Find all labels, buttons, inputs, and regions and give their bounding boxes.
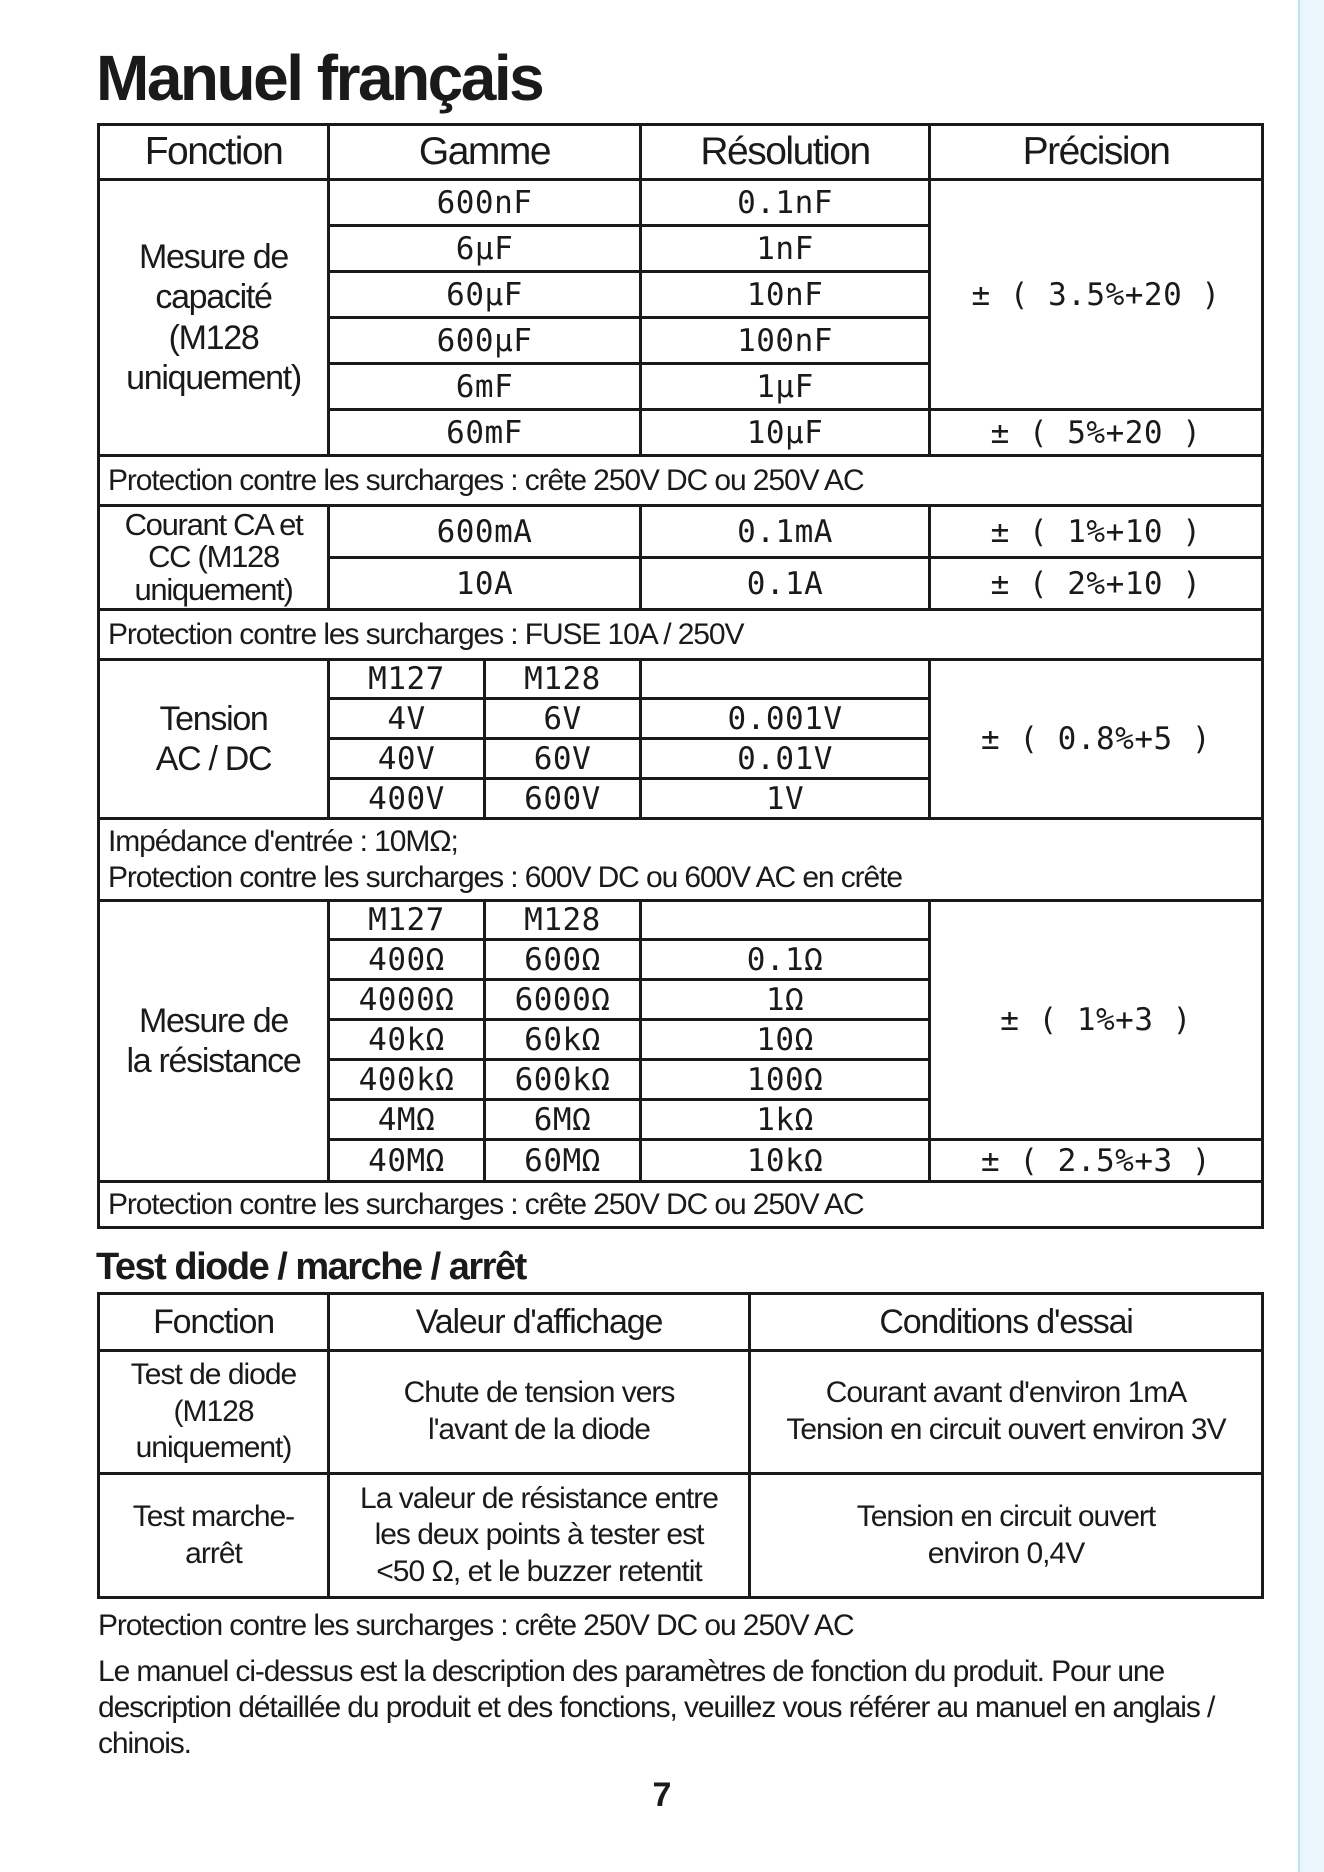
range-m128-cell: 600Ω bbox=[485, 940, 641, 980]
footer-protection-note: Protection contre les surcharges : crête 250V DC ou 250V AC bbox=[98, 1609, 854, 1642]
range-m127-cell: 4MΩ bbox=[329, 1100, 485, 1140]
header-valeur-affichage: Valeur d'affichage bbox=[329, 1294, 750, 1351]
table-header-row bbox=[99, 1294, 1263, 1351]
range-m127-cell: 400Ω bbox=[329, 940, 485, 980]
function-line: arrêt bbox=[185, 1536, 242, 1570]
range-m128-cell: 6MΩ bbox=[485, 1100, 641, 1140]
table-header-row bbox=[99, 125, 1263, 180]
resolution-cell: 100nF bbox=[641, 318, 930, 364]
table-row bbox=[99, 506, 1263, 558]
resolution-cell: 1μF bbox=[641, 364, 930, 410]
table-row bbox=[99, 180, 1263, 226]
range-m127-cell: 40kΩ bbox=[329, 1020, 485, 1060]
function-line: la résistance bbox=[126, 1042, 301, 1080]
specifications-table bbox=[97, 123, 1264, 1229]
resolution-cell: 1V bbox=[641, 779, 930, 819]
function-line: (M128 bbox=[173, 1394, 254, 1428]
resolution-cell: 1Ω bbox=[641, 980, 930, 1020]
impedance-protection-note bbox=[99, 819, 1263, 901]
range-cell: 600μF bbox=[329, 318, 641, 364]
empty-cell bbox=[641, 660, 930, 699]
display-line: l'avant de la diode bbox=[428, 1413, 650, 1446]
header-gamme: Gamme bbox=[329, 125, 641, 180]
accuracy-cell: ± ( 2.5%+3 ) bbox=[930, 1140, 1263, 1182]
accuracy-cell: ± ( 0.8%+5 ) bbox=[930, 660, 1263, 819]
resolution-cell: 1nF bbox=[641, 226, 930, 272]
test-conditions-cell bbox=[750, 1351, 1263, 1474]
note-line: Protection contre les surcharges : 600V DC ou 600V AC en crête bbox=[108, 860, 902, 894]
accuracy-cell: ± ( 1%+10 ) bbox=[930, 506, 1263, 558]
accuracy-cell: ± ( 3.5%+20 ) bbox=[930, 180, 1263, 410]
resolution-cell: 0.1nF bbox=[641, 180, 930, 226]
range-cell: 6μF bbox=[329, 226, 641, 272]
page-title: Manuel français bbox=[96, 42, 543, 114]
range-cell: 600mA bbox=[329, 506, 641, 558]
function-voltage bbox=[99, 660, 329, 819]
model-m128-label: M128 bbox=[485, 901, 641, 940]
table-row bbox=[99, 610, 1263, 660]
protection-note: Protection contre les surcharges : FUSE 10A / 250V bbox=[99, 610, 1263, 660]
function-resistance bbox=[99, 901, 329, 1182]
function-line: (M128 bbox=[168, 318, 259, 357]
accuracy-cell: ± ( 5%+20 ) bbox=[930, 410, 1263, 456]
diode-section-title: Test diode / marche / arrêt bbox=[96, 1246, 526, 1288]
model-m127-label: M127 bbox=[329, 901, 485, 940]
note-line: Impédance d'entrée : 10MΩ; bbox=[108, 824, 458, 858]
header-resolution: Résolution bbox=[641, 125, 930, 180]
range-cell: 60mF bbox=[329, 410, 641, 456]
range-m128-cell: 60MΩ bbox=[485, 1140, 641, 1182]
display-line: La valeur de résistance entre bbox=[360, 1481, 718, 1515]
display-line: les deux points à tester est bbox=[374, 1518, 704, 1552]
protection-note: Protection contre les surcharges : crête 250V DC ou 250V AC bbox=[99, 456, 1263, 506]
function-line: Test de diode bbox=[130, 1358, 297, 1392]
function-current bbox=[99, 506, 329, 610]
header-fonction: Fonction bbox=[99, 125, 329, 180]
header-conditions-essai: Conditions d'essai bbox=[750, 1294, 1263, 1351]
protection-note: Protection contre les surcharges : crête 250V DC ou 250V AC bbox=[99, 1182, 1263, 1228]
function-line: Tension bbox=[159, 699, 268, 738]
range-m127-cell: 4000Ω bbox=[329, 980, 485, 1020]
resolution-cell: 10Ω bbox=[641, 1020, 930, 1060]
range-cell: 10A bbox=[329, 558, 641, 610]
accuracy-cell: ± ( 1%+3 ) bbox=[930, 901, 1263, 1140]
function-diode-test bbox=[99, 1351, 329, 1474]
model-m128-label: M128 bbox=[485, 660, 641, 699]
resolution-cell: 100Ω bbox=[641, 1060, 930, 1100]
page-edge-strip bbox=[1298, 0, 1324, 1872]
resolution-cell: 10kΩ bbox=[641, 1140, 930, 1182]
range-m128-cell: 600kΩ bbox=[485, 1060, 641, 1100]
function-line: Test marche- bbox=[132, 1499, 295, 1533]
range-m128-cell: 6V bbox=[485, 699, 641, 739]
function-capacitance bbox=[99, 180, 329, 456]
conditions-line: environ 0,4V bbox=[927, 1536, 1085, 1570]
range-m127-cell: 400V bbox=[329, 779, 485, 819]
table-row bbox=[99, 1182, 1263, 1228]
resolution-cell: 0.1Ω bbox=[641, 940, 930, 980]
table-row bbox=[99, 819, 1263, 901]
range-cell: 6mF bbox=[329, 364, 641, 410]
table-row bbox=[99, 1474, 1263, 1598]
resolution-cell: 10μF bbox=[641, 410, 930, 456]
diode-continuity-table bbox=[97, 1292, 1264, 1599]
accuracy-cell: ± ( 2%+10 ) bbox=[930, 558, 1263, 610]
resolution-cell: 0.01V bbox=[641, 739, 930, 779]
page-number: 7 bbox=[652, 1776, 672, 1814]
empty-cell bbox=[641, 901, 930, 940]
display-line: Chute de tension vers bbox=[403, 1376, 675, 1410]
conditions-line: Tension en circuit ouvert environ 3V bbox=[786, 1413, 1226, 1446]
conditions-line: Courant avant d'environ 1mA bbox=[825, 1376, 1187, 1410]
display-value-cell bbox=[329, 1351, 750, 1474]
function-line: uniquement) bbox=[126, 358, 301, 397]
range-m128-cell: 60kΩ bbox=[485, 1020, 641, 1060]
table-row bbox=[99, 660, 1263, 699]
resolution-cell: 0.001V bbox=[641, 699, 930, 739]
function-line: uniquement) bbox=[134, 571, 293, 607]
conditions-line: Tension en circuit ouvert bbox=[856, 1499, 1156, 1533]
function-continuity-test bbox=[99, 1474, 329, 1598]
range-m128-cell: 60V bbox=[485, 739, 641, 779]
resolution-cell: 1kΩ bbox=[641, 1100, 930, 1140]
function-line: CC (M128 bbox=[148, 539, 279, 575]
table-row bbox=[99, 901, 1263, 940]
model-m127-label: M127 bbox=[329, 660, 485, 699]
table-row bbox=[99, 456, 1263, 506]
range-m127-cell: 400kΩ bbox=[329, 1060, 485, 1100]
range-m127-cell: 4V bbox=[329, 699, 485, 739]
function-line: Mesure de bbox=[139, 1001, 288, 1040]
range-m128-cell: 6000Ω bbox=[485, 980, 641, 1020]
resolution-cell: 0.1A bbox=[641, 558, 930, 610]
function-line: Courant CA et bbox=[124, 506, 303, 542]
function-line: AC / DC bbox=[155, 740, 272, 778]
range-cell: 60μF bbox=[329, 272, 641, 318]
display-line: <50 Ω, et le buzzer retentit bbox=[376, 1554, 702, 1588]
header-fonction: Fonction bbox=[99, 1294, 329, 1351]
function-line: capacité bbox=[155, 278, 272, 317]
range-m128-cell: 600V bbox=[485, 779, 641, 819]
header-precision: Précision bbox=[930, 125, 1263, 180]
function-line: uniquement) bbox=[135, 1431, 292, 1465]
resolution-cell: 0.1mA bbox=[641, 506, 930, 558]
test-conditions-cell bbox=[750, 1474, 1263, 1598]
display-value-cell bbox=[329, 1474, 750, 1598]
function-line: Mesure de bbox=[139, 238, 288, 277]
range-m127-cell: 40MΩ bbox=[329, 1140, 485, 1182]
table-row bbox=[99, 1351, 1263, 1474]
range-cell: 600nF bbox=[329, 180, 641, 226]
resolution-cell: 10nF bbox=[641, 272, 930, 318]
range-m127-cell: 40V bbox=[329, 739, 485, 779]
footer-description: Le manuel ci-dessus est la description des paramètres de fonction du produit. Pour une description détaillée du produit et des fonctions, veuillez vous référer au manuel en anglais / chinois. bbox=[98, 1655, 1215, 1760]
